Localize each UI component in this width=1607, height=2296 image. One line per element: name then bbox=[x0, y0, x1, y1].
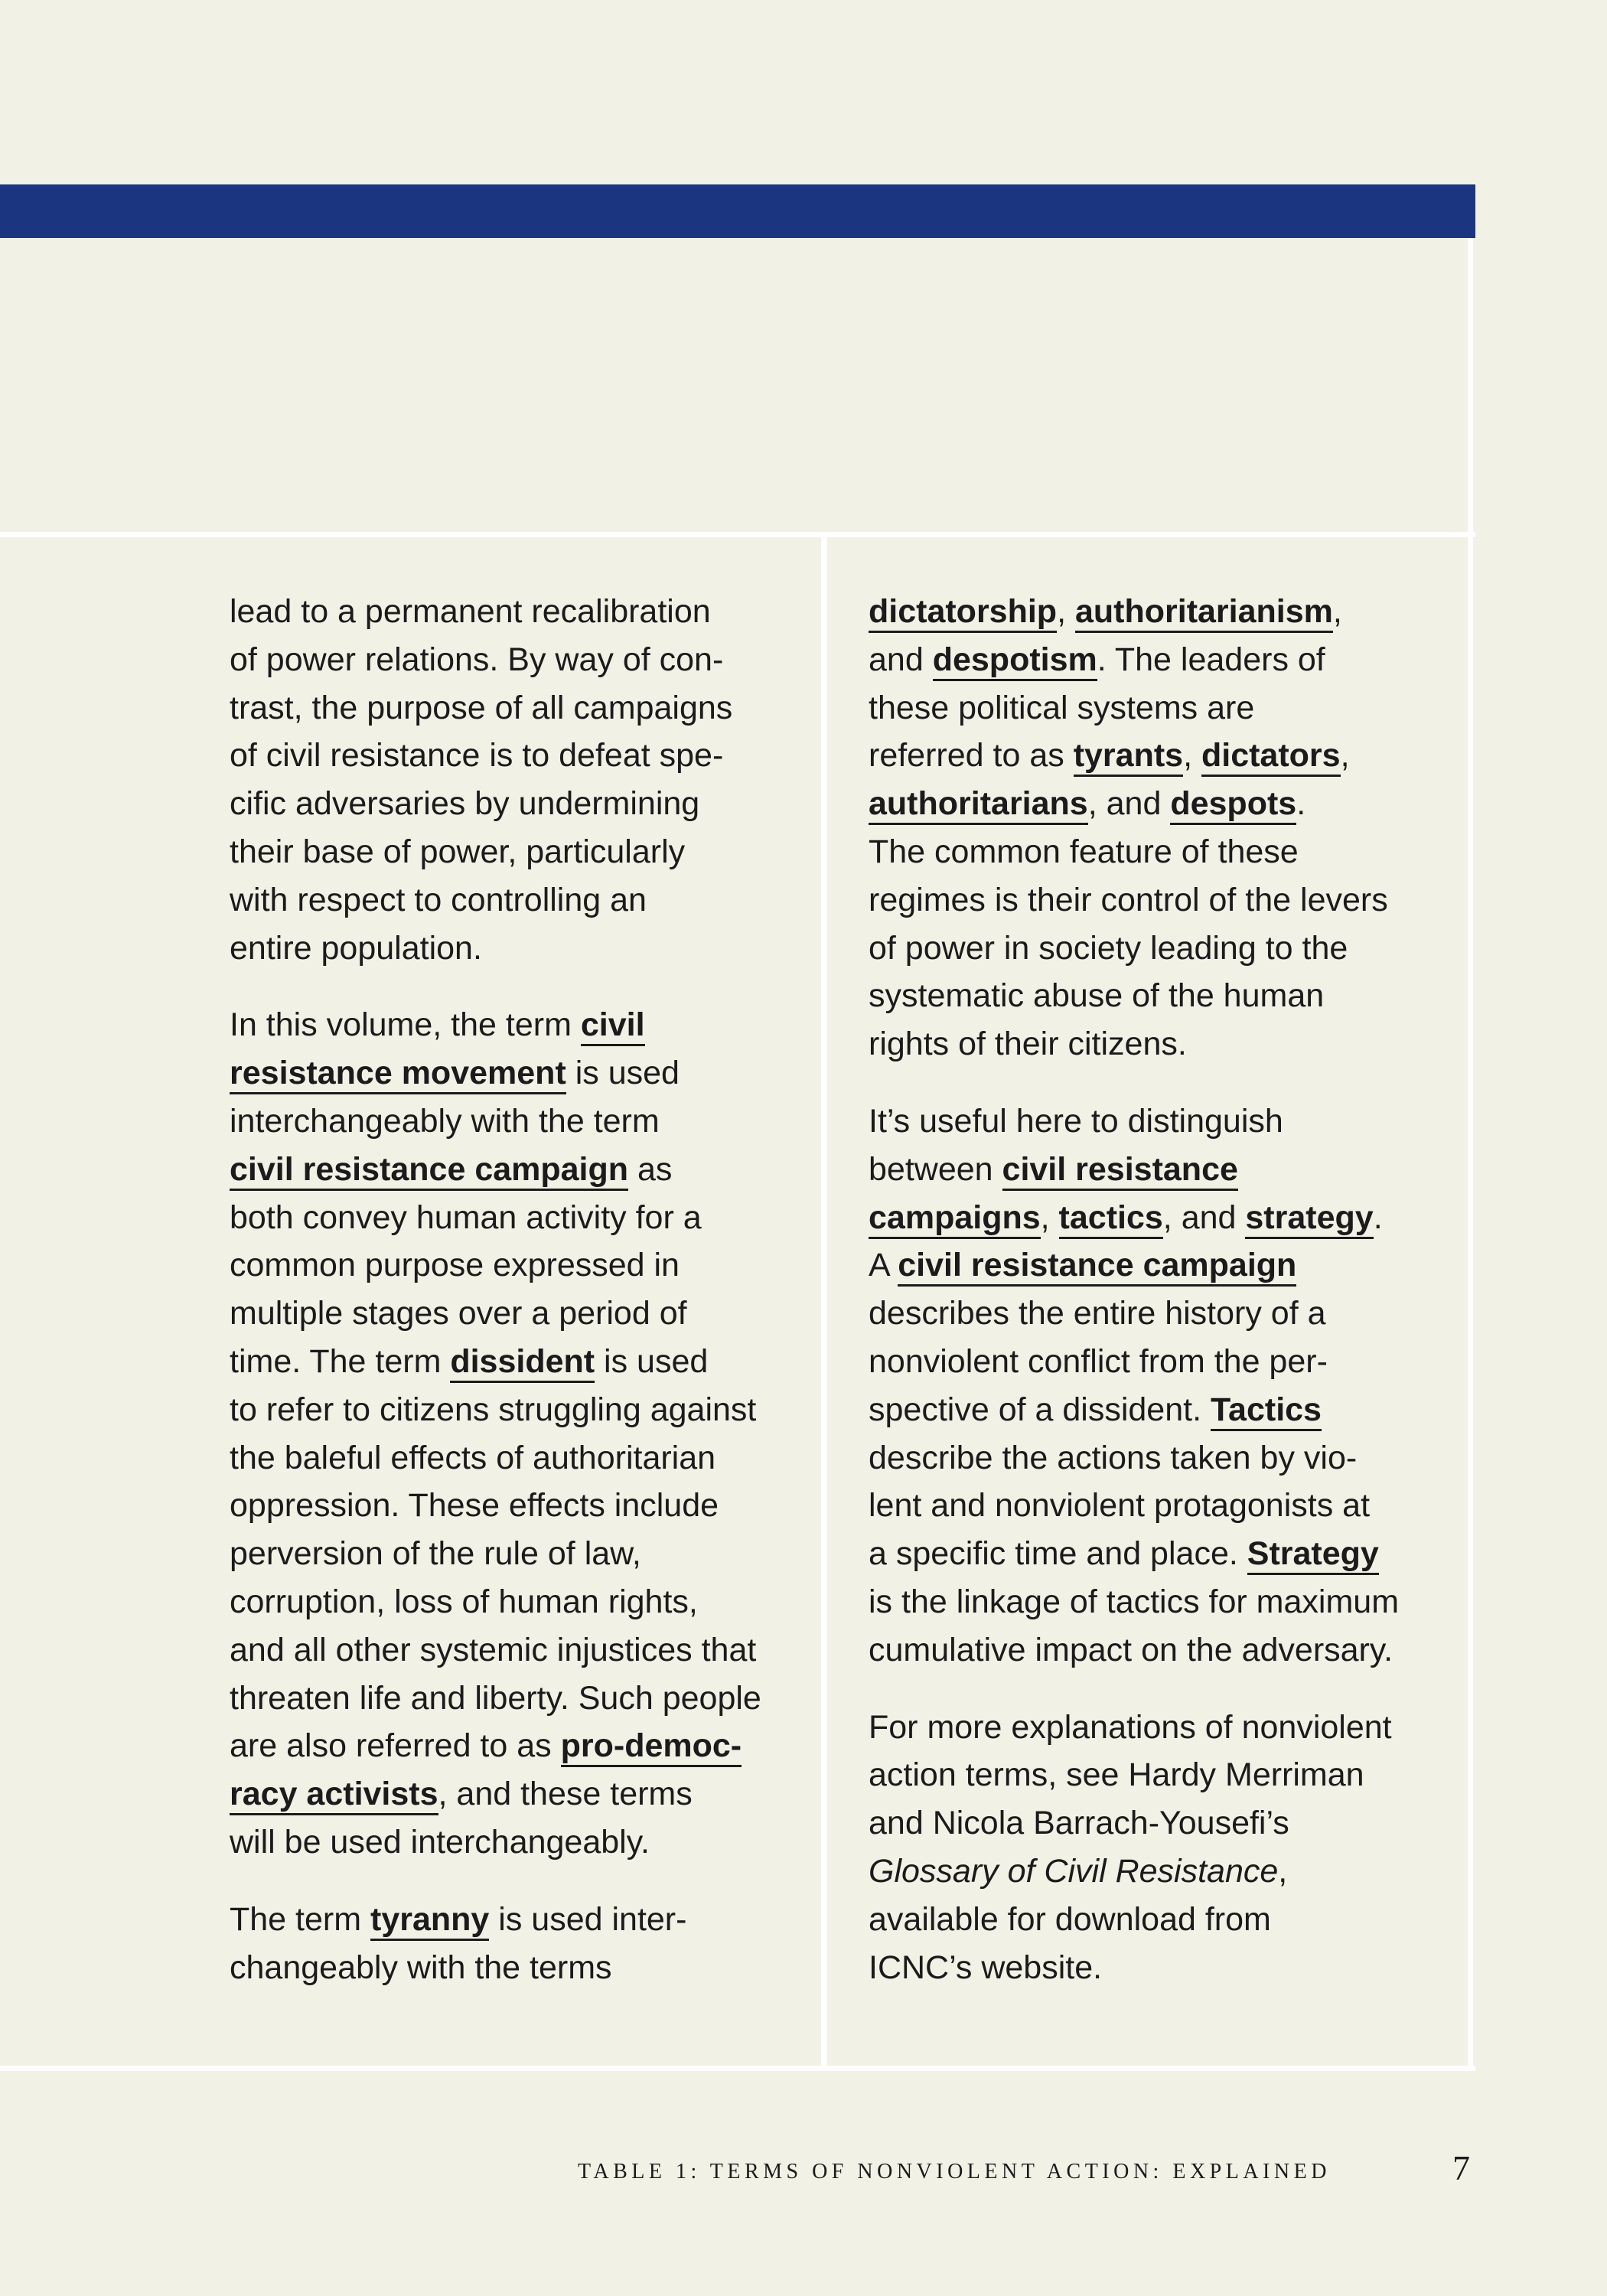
text-line bbox=[869, 1530, 1465, 1578]
text-line: of power relations. By way of con- bbox=[230, 641, 724, 678]
text-fragment: is used bbox=[595, 1342, 709, 1380]
text-fragment: is used inter- bbox=[489, 1900, 687, 1938]
text-line: will be used interchangeably. bbox=[230, 1823, 650, 1861]
term-dictators: dictators bbox=[1201, 737, 1341, 777]
text-line: cific adversaries by undermining bbox=[230, 785, 700, 823]
term-civil-resistance-campaign: civil resistance campaign bbox=[898, 1247, 1296, 1287]
text-line: nonviolent conflict from the per- bbox=[869, 1342, 1328, 1380]
text-line: to refer to citizens struggling against bbox=[230, 1391, 757, 1428]
text-line bbox=[230, 1001, 826, 1049]
text-line bbox=[869, 588, 1465, 636]
text-fragment: , bbox=[1340, 737, 1350, 775]
text-fragment: In this volume, the term bbox=[230, 1006, 581, 1044]
term-strategy: strategy bbox=[1245, 1199, 1373, 1239]
text-line: changeably with the terms bbox=[230, 1949, 612, 1986]
text-line: describe the actions taken by vio- bbox=[869, 1439, 1358, 1476]
text-line: describes the entire history of a bbox=[869, 1295, 1326, 1332]
text-fragment: referred to as bbox=[869, 737, 1074, 775]
rule-right bbox=[1468, 238, 1473, 2071]
text-line bbox=[230, 1146, 826, 1194]
text-line: cumulative impact on the adversary. bbox=[869, 1631, 1393, 1668]
term-authoritarianism: authoritarianism bbox=[1075, 593, 1333, 633]
text-fragment: and bbox=[869, 641, 933, 678]
text-fragment: The term bbox=[230, 1900, 370, 1938]
text-line bbox=[230, 1338, 826, 1386]
paragraph-tyranny bbox=[230, 1896, 826, 1992]
term-civil-resistance: civil resistance bbox=[1002, 1151, 1238, 1191]
glossary-title: Glossary of Civil Resistance bbox=[869, 1852, 1279, 1890]
text-line: with respect to controlling an bbox=[230, 881, 647, 918]
term-despots: despots bbox=[1170, 785, 1296, 825]
text-fragment: time. The term bbox=[230, 1342, 451, 1380]
text-line: ICNC’s website. bbox=[869, 1949, 1103, 1986]
text-line bbox=[230, 1770, 826, 1818]
paragraph-recalibration bbox=[230, 588, 826, 972]
term-tactics-capitalized: Tactics bbox=[1211, 1391, 1322, 1431]
header-banner bbox=[0, 184, 1475, 238]
text-line: lead to a permanent recalibration bbox=[230, 593, 711, 630]
paragraph-distinguish bbox=[869, 1097, 1465, 1675]
left-column bbox=[230, 588, 826, 2020]
paragraph-more-explanations bbox=[869, 1704, 1465, 1992]
text-line: trast, the purpose of all campaigns bbox=[230, 689, 733, 726]
text-line: their base of power, particularly bbox=[230, 833, 686, 870]
term-strategy-capitalized: Strategy bbox=[1247, 1535, 1379, 1575]
term-despotism: despotism bbox=[933, 641, 1097, 681]
term-tactics: tactics bbox=[1059, 1199, 1163, 1239]
text-line bbox=[230, 1722, 826, 1770]
text-line bbox=[869, 1386, 1465, 1434]
text-line bbox=[230, 1049, 826, 1097]
text-line: perversion of the rule of law, bbox=[230, 1535, 641, 1573]
term-authoritarians: authoritarians bbox=[869, 785, 1088, 825]
term-dissident: dissident bbox=[450, 1343, 595, 1383]
text-line: multiple stages over a period of bbox=[230, 1295, 687, 1332]
text-fragment: A bbox=[869, 1247, 898, 1284]
text-line: oppression. These effects include bbox=[230, 1487, 719, 1525]
text-line: and Nicola Barrach-Yousefi’s bbox=[869, 1805, 1289, 1842]
text-fragment: , bbox=[1040, 1199, 1059, 1236]
term-resistance-movement: resistance movement bbox=[230, 1055, 566, 1094]
text-fragment: between bbox=[869, 1150, 1002, 1188]
text-line: systematic abuse of the human bbox=[869, 977, 1325, 1015]
paragraph-regimes bbox=[869, 588, 1465, 1068]
text-line: rights of their citizens. bbox=[869, 1026, 1187, 1063]
term-tyranny: tyranny bbox=[370, 1901, 489, 1941]
paragraph-movement bbox=[230, 1001, 826, 1866]
term-dictatorship: dictatorship bbox=[869, 593, 1057, 633]
text-line: of power in society leading to the bbox=[869, 929, 1348, 967]
text-fragment: . bbox=[1373, 1199, 1383, 1236]
text-fragment: , and bbox=[1162, 1199, 1246, 1236]
text-fragment: are also referred to as bbox=[230, 1727, 561, 1765]
text-line bbox=[869, 636, 1465, 684]
term-activists: racy activists bbox=[230, 1776, 438, 1815]
text-line: common purpose expressed in bbox=[230, 1247, 680, 1284]
text-line: action terms, see Hardy Merriman bbox=[869, 1756, 1364, 1794]
text-line: corruption, loss of human rights, bbox=[230, 1583, 698, 1620]
rule-top bbox=[0, 532, 1475, 537]
text-fragment: . bbox=[1296, 785, 1306, 823]
page-number: 7 bbox=[1452, 2148, 1470, 2187]
text-line: and all other systemic injustices that bbox=[230, 1631, 757, 1668]
text-line bbox=[869, 780, 1465, 828]
term-civil-resistance-campaign: civil resistance campaign bbox=[230, 1151, 628, 1191]
text-line: both convey human activity for a bbox=[230, 1199, 702, 1236]
term-tyrants: tyrants bbox=[1074, 737, 1183, 777]
term-pro-democracy: pro-democ- bbox=[561, 1727, 742, 1767]
text-fragment: a specific time and place. bbox=[869, 1535, 1247, 1573]
text-line bbox=[869, 1848, 1465, 1896]
text-line: threaten life and liberty. Such people bbox=[230, 1679, 761, 1717]
running-title: TABLE 1: TERMS OF NONVIOLENT ACTION: EXPLAINED bbox=[578, 2160, 1331, 2183]
text-line: the baleful effects of authoritarian bbox=[230, 1439, 716, 1476]
text-line: entire population. bbox=[230, 929, 482, 967]
text-line: is the linkage of tactics for maximum bbox=[869, 1583, 1400, 1620]
text-fragment: as bbox=[628, 1150, 673, 1188]
term-civil: civil bbox=[581, 1006, 645, 1046]
text-line bbox=[869, 1146, 1465, 1194]
text-fragment: , bbox=[1278, 1852, 1288, 1890]
text-line: interchangeably with the term bbox=[230, 1102, 660, 1140]
text-line bbox=[869, 732, 1465, 780]
text-fragment: spective of a dissident. bbox=[869, 1391, 1211, 1428]
text-fragment: , and bbox=[1087, 785, 1171, 823]
text-line bbox=[869, 1241, 1465, 1290]
text-fragment: . The leaders of bbox=[1097, 641, 1325, 678]
text-line: available for download from bbox=[869, 1900, 1271, 1938]
term-campaigns: campaigns bbox=[869, 1199, 1041, 1239]
text-line: of civil resistance is to defeat spe- bbox=[230, 737, 724, 775]
rule-bottom bbox=[0, 2066, 1475, 2071]
text-fragment: is used bbox=[566, 1055, 680, 1092]
text-line: these political systems are bbox=[869, 689, 1255, 726]
text-fragment: , bbox=[1057, 593, 1075, 630]
text-line: The common feature of these bbox=[869, 833, 1299, 870]
text-line: It’s useful here to distinguish bbox=[869, 1102, 1283, 1140]
text-line: For more explanations of nonviolent bbox=[869, 1708, 1392, 1746]
text-line: lent and nonviolent protagonists at bbox=[869, 1487, 1371, 1525]
text-fragment: , bbox=[1332, 593, 1342, 630]
text-fragment: , and these terms bbox=[438, 1776, 693, 1813]
right-column bbox=[869, 588, 1465, 2020]
text-line bbox=[869, 1194, 1465, 1242]
text-line bbox=[230, 1896, 826, 1944]
text-fragment: , bbox=[1183, 737, 1201, 775]
text-line: regimes is their control of the levers bbox=[869, 881, 1388, 918]
